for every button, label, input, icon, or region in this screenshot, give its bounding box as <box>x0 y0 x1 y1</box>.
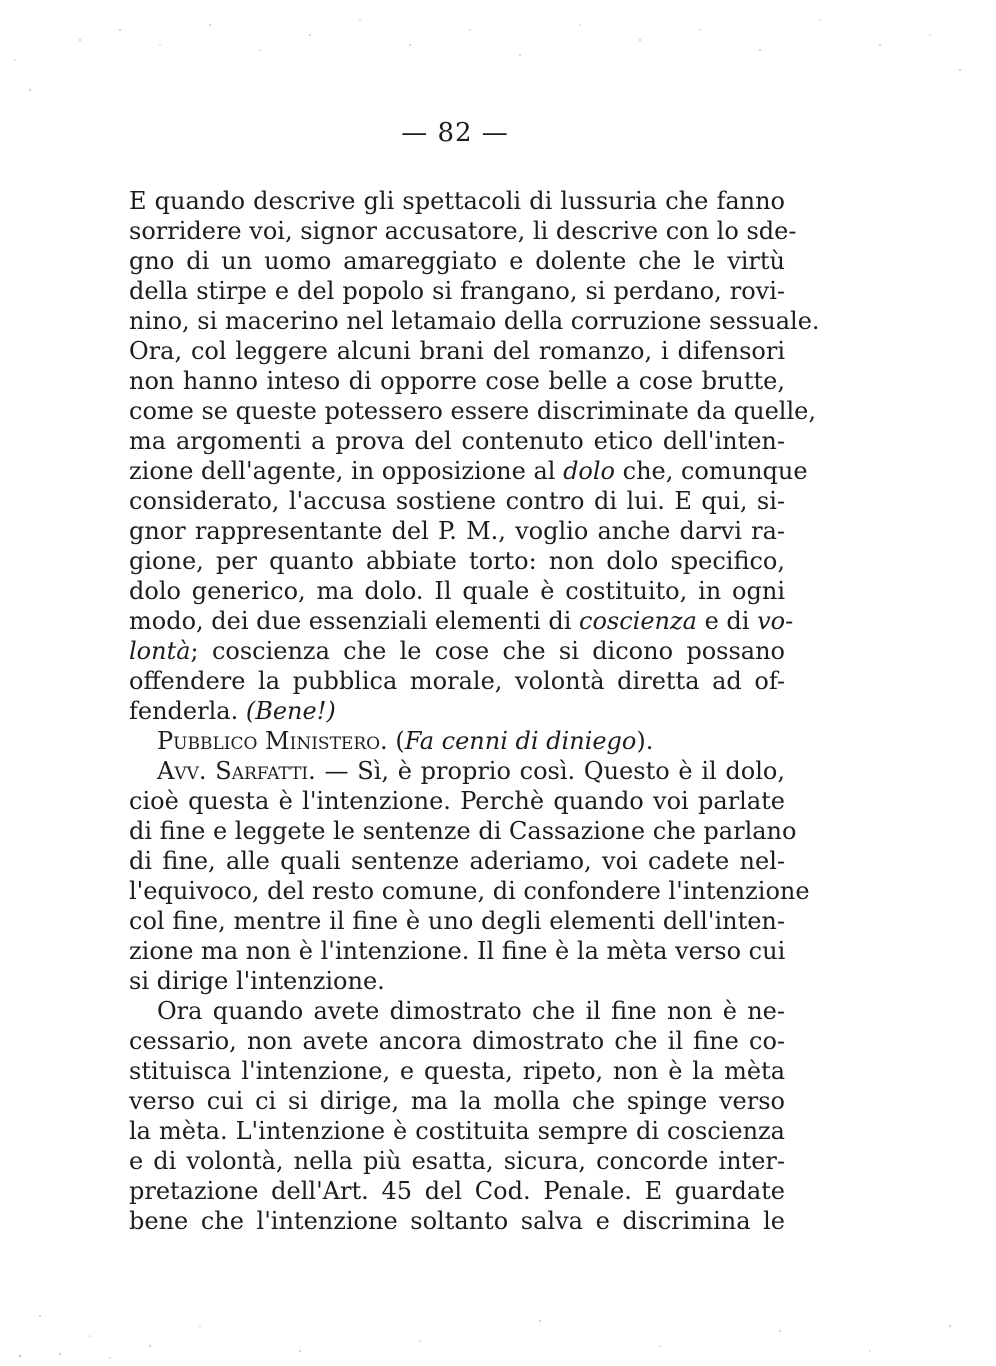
text-line <box>129 426 785 456</box>
text-segment: offendere la pubblica morale, volontà diretta ad of- <box>129 667 785 695</box>
text-line <box>129 1176 785 1206</box>
text-line <box>129 846 785 876</box>
text-line <box>129 1086 785 1116</box>
text-line <box>129 576 785 606</box>
text-segment: della stirpe e del popolo si frangano, si perdano, rovi- <box>129 277 785 305</box>
text-segment: gno di un uomo amareggiato e dolente che le virtù <box>129 247 785 275</box>
italic-text: vo- <box>757 607 794 635</box>
text-segment: pretazione dell'Art. 45 del Cod. Penale. E guardate <box>129 1177 785 1205</box>
text-line <box>129 1146 785 1176</box>
text-segment: e di <box>696 607 758 635</box>
text-segment: E quando descrive gli spettacoli di lussuria che fanno <box>129 187 785 215</box>
text-line <box>129 516 785 546</box>
text-line <box>129 336 785 366</box>
text-line <box>129 966 785 996</box>
text-segment: zione ma non è l'intenzione. Il fine è la mèta verso cui <box>129 937 786 965</box>
paper-speckle-top <box>0 0 996 110</box>
text-line <box>129 546 785 576</box>
text-segment: ma argomenti a prova del contenuto etico dell'inten- <box>129 427 785 455</box>
paper-speckle-bottom <box>0 1226 996 1366</box>
text-segment: cessario, non avete ancora dimostrato che il fine co- <box>129 1027 785 1055</box>
text-segment: zione dell'agente, in opposizione al <box>129 457 564 485</box>
text-segment: gione, per quanto abbiate torto: non dolo specifico, <box>129 547 785 575</box>
text-line <box>129 246 785 276</box>
text-segment: si dirige l'intenzione. <box>129 967 385 995</box>
text-line <box>129 936 785 966</box>
text-segment: di fine, alle quali sentenze aderiamo, voi cadete nel- <box>129 847 785 875</box>
text-segment: e di volontà, nella più esatta, sicura, concorde inter- <box>129 1147 785 1175</box>
text-line <box>129 876 810 906</box>
text-line <box>129 1026 785 1056</box>
text-line <box>129 786 785 816</box>
text-line <box>129 186 785 216</box>
text-line <box>129 306 820 336</box>
text-segment: l'equivoco, del resto comune, di confondere l'intenzione <box>129 877 810 905</box>
text-line <box>129 366 785 396</box>
text-line <box>129 816 797 846</box>
text-segment: di fine e leggete le sentenze di Cassazione che parlano <box>129 817 797 845</box>
italic-text: dolo <box>563 457 615 485</box>
text-line <box>129 996 785 1026</box>
text-segment: bene che l'intenzione soltanto salva e discrimina le <box>129 1207 785 1235</box>
text-segment: dolo generico, ma dolo. Il quale è costituito, in ogni <box>129 577 785 605</box>
text-segment: col fine, mentre il fine è uno degli elementi dell'inten- <box>129 907 785 935</box>
text-line <box>129 1206 785 1236</box>
text-segment: la mèta. L'intenzione è costituita sempre di coscienza <box>129 1117 785 1145</box>
text-segment: ( <box>387 727 405 755</box>
text-segment: verso cui ci si dirige, ma la molla che spinge verso <box>129 1087 785 1115</box>
text-line <box>129 1116 785 1146</box>
italic-text: (Bene!) <box>245 697 336 725</box>
text-line <box>129 906 785 936</box>
text-segment: non hanno inteso di opporre cose belle a cose brutte, <box>129 367 785 395</box>
text-line <box>129 606 794 636</box>
text-segment: — Sì, è proprio così. Questo è il dolo, <box>315 757 785 785</box>
text-segment: considerato, l'accusa sostiene contro di lui. E qui, si- <box>129 487 785 515</box>
text-segment: come se queste potessero essere discriminate da quelle, <box>129 397 816 425</box>
text-line <box>129 696 785 726</box>
body-text <box>129 186 820 1236</box>
italic-text: Fa cenni di diniego <box>404 727 637 755</box>
text-line <box>129 666 785 696</box>
text-segment: nino, si macerino nel letamaio della corruzione sessuale. <box>129 307 820 335</box>
text-segment: che, comunque <box>615 457 808 485</box>
page-number: — 82 — <box>401 118 509 148</box>
text-line <box>129 216 797 246</box>
text-segment: ). <box>636 727 654 755</box>
text-segment: Ora, col leggere alcuni brani del romanzo, i difensori <box>129 337 785 365</box>
text-line <box>129 1056 785 1086</box>
italic-text: coscienza <box>579 607 697 635</box>
text-line <box>129 486 785 516</box>
text-line <box>129 636 785 666</box>
text-segment: fenderla. <box>129 697 246 725</box>
text-line <box>129 396 816 426</box>
text-segment: stituisca l'intenzione, e questa, ripeto, non è la mèta <box>129 1057 785 1085</box>
text-segment: ; coscienza che le cose che si dicono possano <box>190 637 785 665</box>
text-line <box>129 726 785 756</box>
text-segment: gnor rappresentante del P. M., voglio anche darvi ra- <box>129 517 785 545</box>
text-segment: cioè questa è l'intenzione. Perchè quando voi parlate <box>129 787 785 815</box>
italic-text: lontà <box>129 637 191 665</box>
speaker-name: Avv. Sarfatti. <box>157 757 316 785</box>
speaker-name: Pubblico Ministero. <box>157 727 388 755</box>
text-line <box>129 756 785 786</box>
text-line <box>129 456 808 486</box>
text-line <box>129 276 785 306</box>
text-segment: Ora quando avete dimostrato che il fine non è ne- <box>157 997 785 1025</box>
text-segment: modo, dei due essenziali elementi di <box>129 607 580 635</box>
text-segment: sorridere voi, signor accusatore, li descrive con lo sde- <box>129 217 797 245</box>
